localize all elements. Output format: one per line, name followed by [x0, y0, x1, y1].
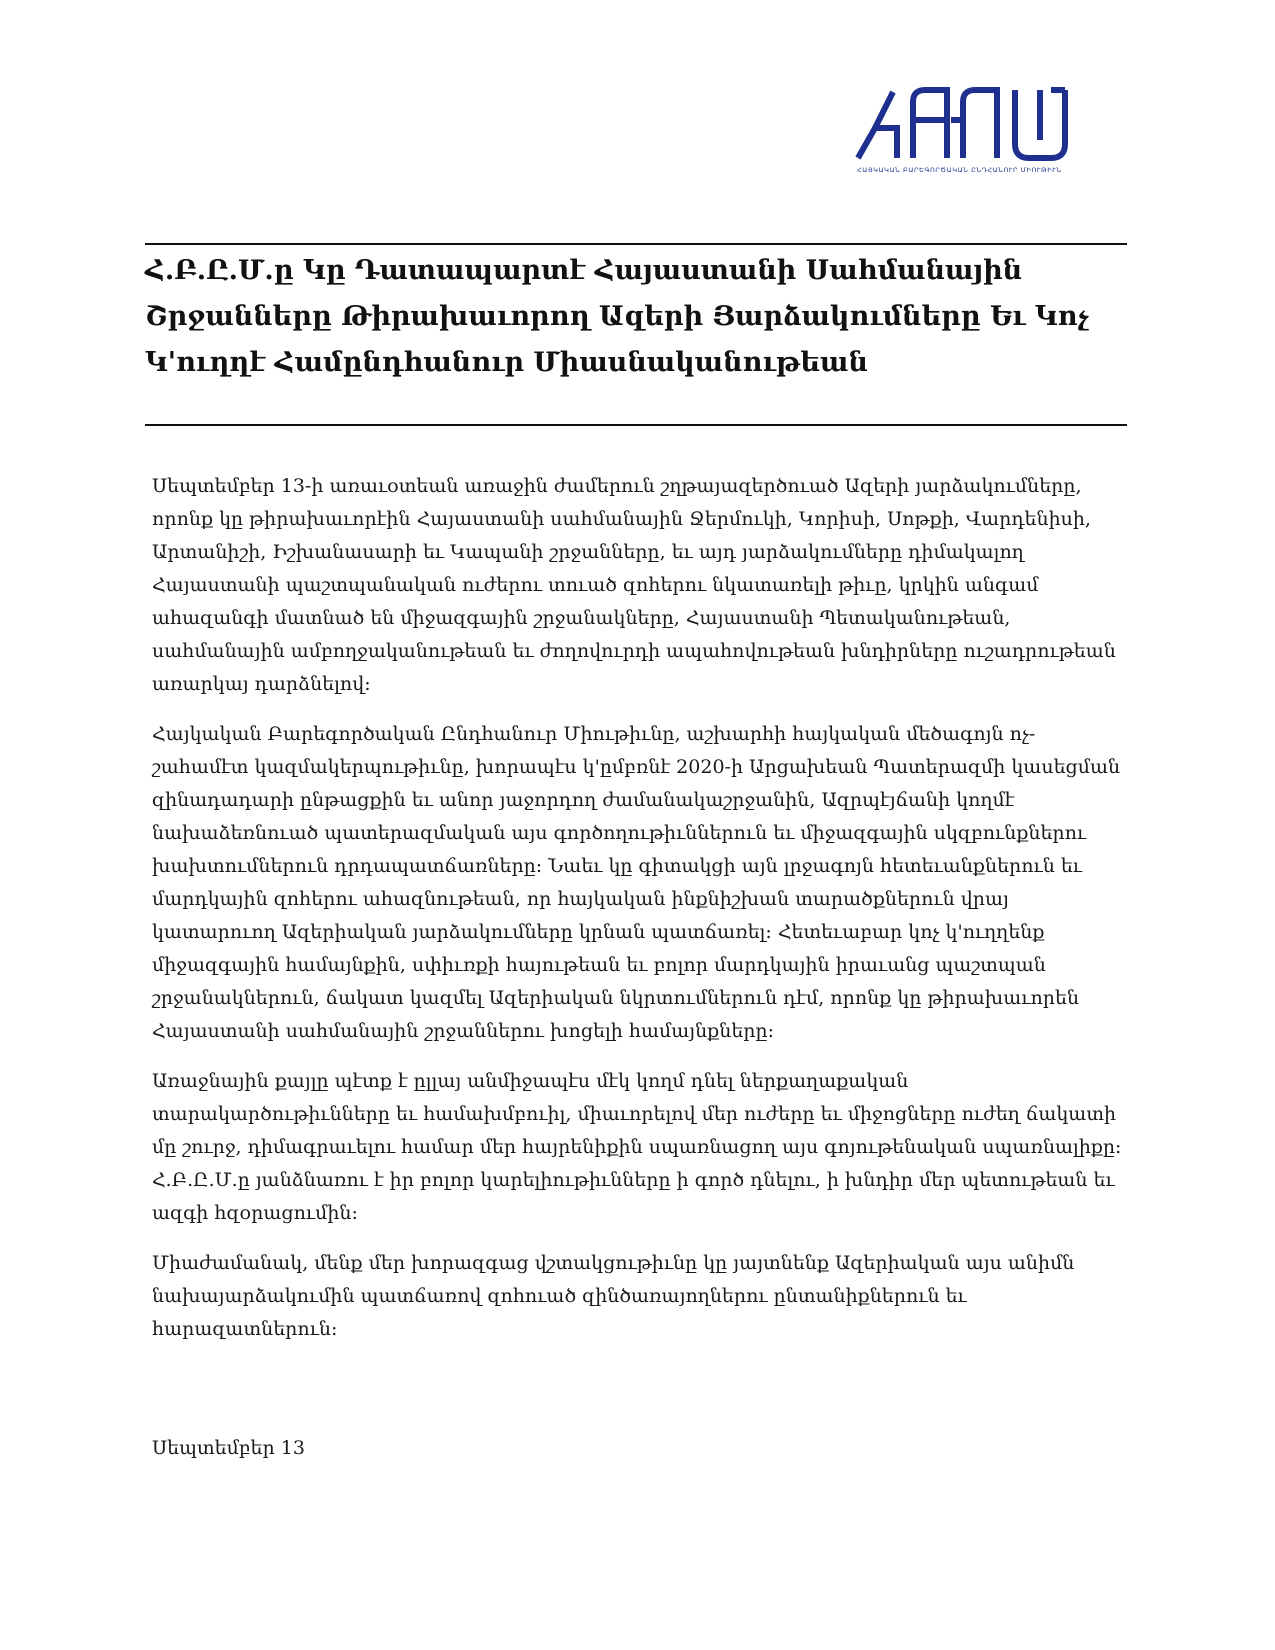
paragraph: Առաջնային քայլը պէտք է ըլլայ անմիջապէս մէկ կողմ դնել ներքաղաքական տարակարծութիւնները եւ համախմբուիլ, միաւորելով մեր ուժերը եւ միջոցները ուժեղ ճակատի մը շուրջ, դիմագրաւելու համար մեր հայրենիքին սպառնացող այս գոյութենական սպառնալիքը: Հ.Բ.Ը.Մ.ը յանձնառու է իր բոլոր կարելիութիւնները ի գործ դնելու, ի խնդիր մեր պետութեան եւ ազգի հզօրացումին:	[152, 1070, 1122, 1224]
document-date: Սեպտեմբեր 13	[152, 1437, 305, 1459]
document-title: Հ.Բ.Ը.Մ.ը Կը Դատապարտէ Հայաստանի Սահմանային Շրջանները Թիրախաւորող Ազերի Յարձակումները Եւ Կոչ Կ'ուղղէ Համընդհանուր Միասնականութեան	[145, 255, 1090, 378]
title-bottom-rule	[145, 424, 1127, 426]
agbu-logo-mark	[855, 80, 1070, 162]
document-body	[152, 470, 1124, 1363]
agbu-logo	[855, 80, 1125, 180]
title-top-rule	[145, 243, 1127, 245]
logo-tagline: ՀԱՅԿԱԿԱՆ ԲԱՐԵԳՈՐԾԱԿԱՆ ԸՆԴՀԱՆՈՒՐ ՄԻՈՒԹԻՒՆ	[857, 166, 1062, 174]
paragraph: Միաժամանակ, մենք մեր խորազգաց վշտակցութիւնը կը յայտնենք Ազերիական այս անիմն նախայարձակումին պատճառով զոհուած զինծառայողներու ընտանիքներուն եւ հարազատներուն:	[152, 1252, 1075, 1340]
paragraph: Հայկական Բարեգործական Ընդհանուր Միութիւնը, աշխարհի հայկական մեծագոյն ոչ-շահամէտ կազմակերպութիւնը, խորապէս կ'ըմբռնէ 2020-ի Արցախեան Պատերազմի կասեցման զինադադարի ընթացքին եւ անոր յաջորդող ժամանակաշրջանին, Ազրպէյճանի կողմէ նախաձեռնուած պատերազմական այս գործողութիւններուն եւ միջազգային սկզբունքներու խախտումներուն դրդապատճառները: Նաեւ կը գիտակցի այն լրջագոյն հետեւանքներուն եւ մարդկային զոհերու ահազնութեան, որ հայկական ինքնիշխան տարածքներուն վրայ կատարուող Ազերիական յարձակումները կրնան պատճառել: Հետեւաբար կոչ կ'ուղղենք միջազգային համայնքին, սփիւռքի հայութեան եւ բոլոր մարդկային իրաւանց պաշտպան շրջանակներուն, ճակատ կազմել Ազերիական նկրտումներուն դէմ, որոնք կը թիրախաւորեն Հայաստանի սահմանային շրջաններու խոցելի համայնքները:	[152, 723, 1121, 1042]
paragraph: Սեպտեմբեր 13-ի առաւօտեան առաջին ժամերուն շղթայազերծուած Ազերի յարձակումները, որոնք կը թիրախաւորէին Հայաստանի սահմանային Ջերմուկի, Կորիսի, Սոթքի, Վարդենիսի, Արտանիշի, Իշխանասարի եւ Կապանի շրջանները, եւ այդ յարձակումները դիմակալող Հայաստանի պաշտպանական ուժերու տուած զոհերու նկատառելի թիւը, կրկին անգամ ահազանգի մատնած են միջազգային շրջանակները, Հայաստանի Պետականութեան, սահմանային ամբողջականութեան եւ ժողովուրդի ապահովութեան խնդիրները ուշադրութեան առարկայ դարձնելով:	[152, 475, 1116, 695]
